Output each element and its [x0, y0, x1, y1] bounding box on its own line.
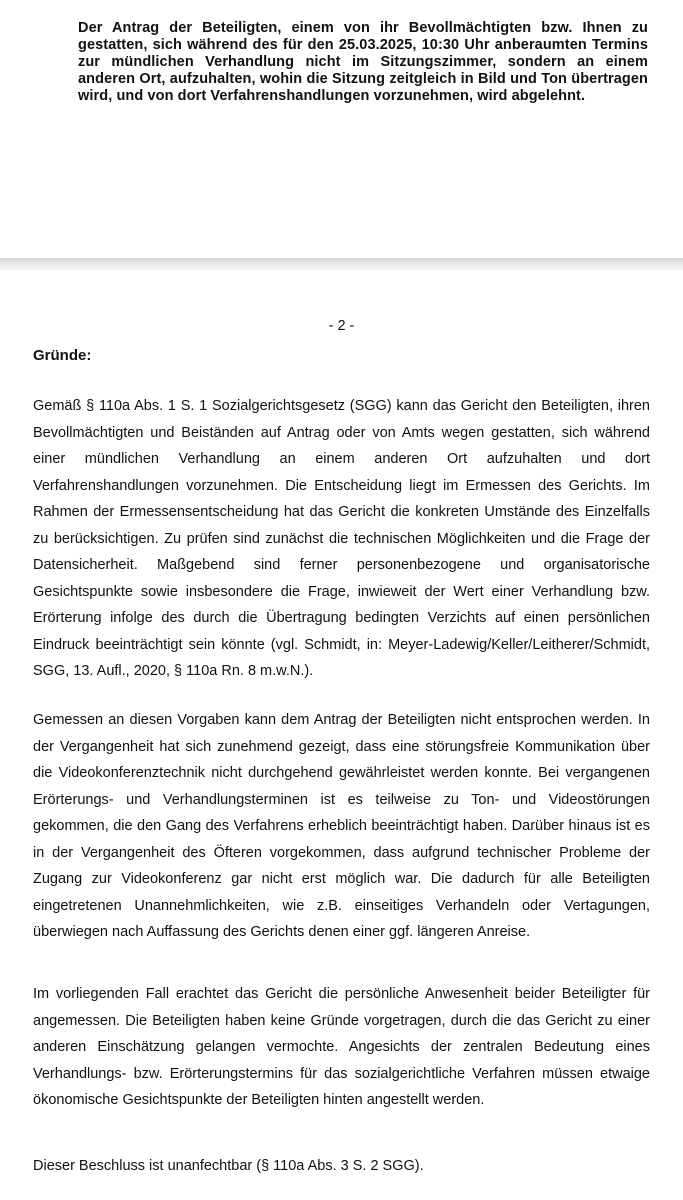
- paragraph-assessment: Gemessen an diesen Vorgaben kann dem Antrag der Beteiligten nicht entsprochen werden. In der Vergangenheit hat sich zunehmend gezeigt, dass eine störungsfreie Kommunikation über die Videokonferenztechnik nicht durchgehend gewährleistet werden konnte. Bei vergangenen Erörterungs- und Verhandlungsterminen ist es teilweise zu Ton- und Videostörungen gekommen, die den Gang des Verfahrens erheblich beeinträchtigt haben. Darüber hinaus ist es in der Vergangenheit des Öfteren vorgekommen, dass aufgrund technischer Probleme der Zugang zur Videokonferenz gar nicht erst möglich war. Die dadurch für alle Beteiligten eingetretenen Unannehmlichkeiten, wie z.B. einseitiges Verhandeln oder Vertagungen, überwiegen nach Auffassung des Gerichts denen einer ggf. längeren Anreise.: [33, 712, 650, 940]
- section-heading: Gründe:: [33, 347, 92, 364]
- page-separator: [0, 258, 683, 270]
- paragraph-legal-basis: Gemäß § 110a Abs. 1 S. 1 Sozialgerichtsgesetz (SGG) kann das Gericht den Beteiligten, ihren Bevollmächtigten und Beiständen auf Antrag oder von Amts wegen gestatten, sich während einer mündlichen Verhandlung an einem anderen Ort aufzuhalten und dort Verfahrenshandlungen vorzunehmen. Die Entscheidung liegt im Ermessen des Gerichts. Im Rahmen der Ermessensentscheidung hat das Gericht die konkreten Umstände des Einzelfalls zu berücksichtigen. Zu prüfen sind zunächst die technischen Möglichkeiten und die Frage der Datensicherheit. Maßgebend sind ferner personenbezogene und organisatorische Gesichtspunkte sowie insbesondere die Frage, inwieweit der Wert einer Verhandlung bzw. Erörterung infolge des durch die Übertragung bedingten Verzichts auf einen persönlichen Eindruck beeinträchtigt sein könnte (vgl. Schmidt, in: Meyer-Ladewig/Keller/Leitherer/Schmidt, SGG, 13. Aufl., 2020, § 110a Rn. 8 m.w.N.).: [33, 398, 650, 679]
- document-page-2: [0, 270, 683, 1200]
- page-number: - 2 -: [328, 318, 355, 334]
- document-page-1-bottom: [0, 0, 683, 258]
- paragraph-final-note: Dieser Beschluss ist unanfechtbar (§ 110a Abs. 3 S. 2 SGG).: [33, 1158, 424, 1174]
- decision-text: Der Antrag der Beteiligten, einem von ihr Bevollmächtigten bzw. Ihnen zu gestatten, sich während des für den 25.03.2025, 10:30 Uhr anberaumten Termins zur mündlichen Verhandlung nicht im Sitzungszimmer, sondern an einem anderen Ort, aufzuhalten, wohin die Sitzung zeitgleich in Bild und Ton übertragen wird, und von dort Verfahrenshandlungen vorzunehmen, wird abgelehnt.: [78, 20, 648, 104]
- paragraph-present-case: Im vorliegenden Fall erachtet das Gericht die persönliche Anwesenheit beider Beteiligter für angemessen. Die Beteiligten haben keine Gründe vorgetragen, durch die das Gericht zu einer anderen Einschätzung gelangen vermochte. Angesichts der zentralen Bedeutung eines Verhandlungs- bzw. Erörterungstermins für das sozialgerichtliche Verfahren müssen etwaige ökonomische Gesichtspunkte der Beteiligten hinten angestellt werden.: [33, 986, 650, 1108]
